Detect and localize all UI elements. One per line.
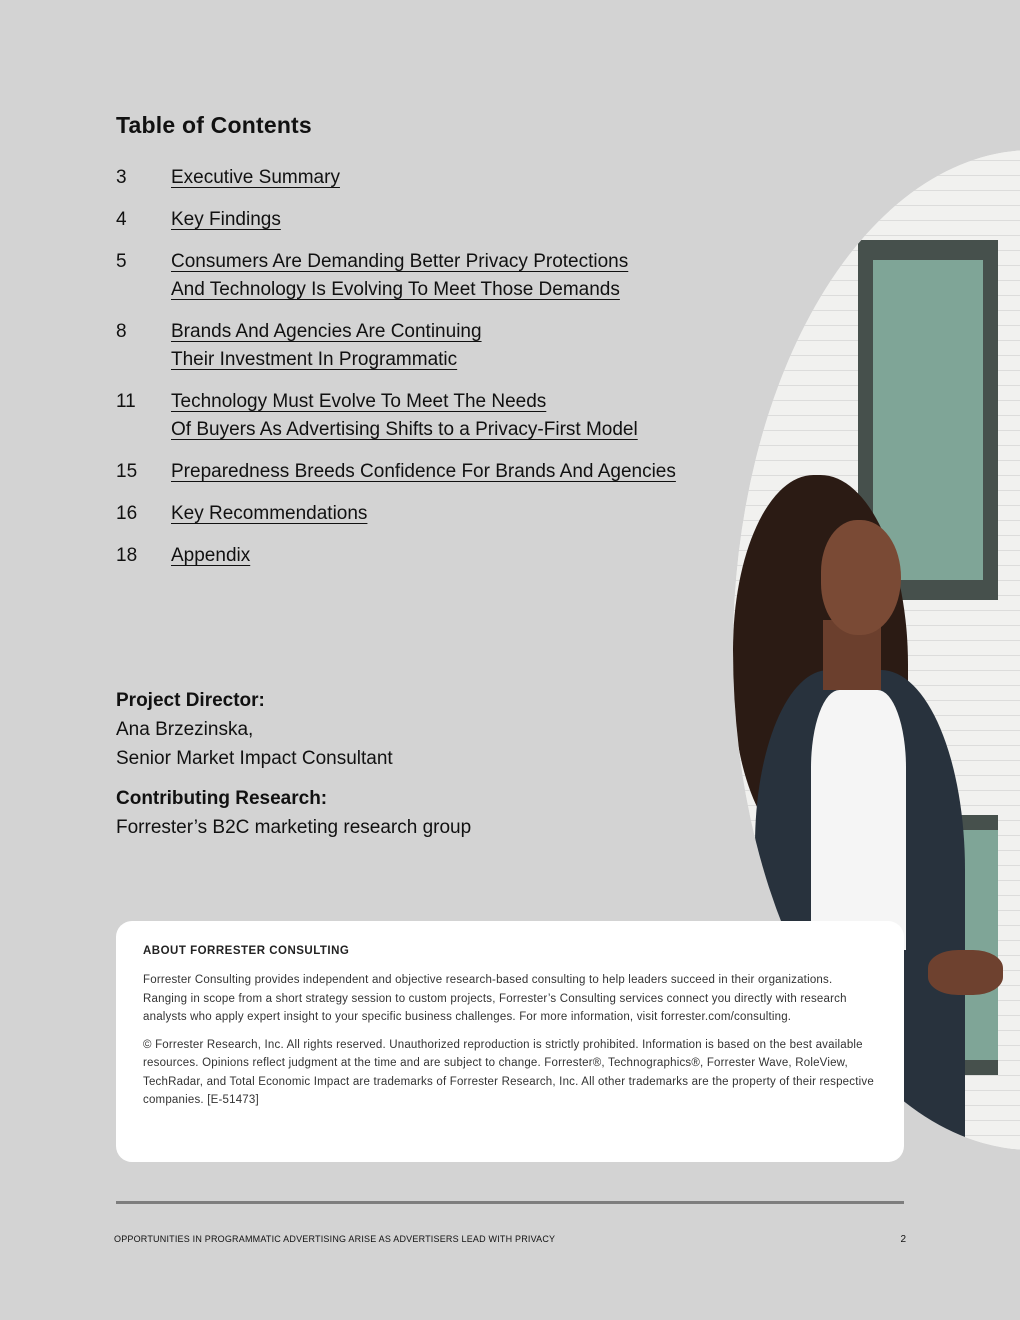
contributing-research-label: Contributing Research: [116,788,328,809]
table-of-contents [116,164,736,584]
contributing-research [116,784,471,842]
toc-link-key-recommendations[interactable]: Key Recommendations [171,503,368,524]
toc-entry [116,500,736,528]
toc-page-number: 11 [116,391,136,412]
page-number: 2 [900,1234,906,1245]
toc-link-consumers-privacy-line2[interactable]: And Technology Is Evolving To Meet Those Demands [171,279,620,300]
about-paragraph: Forrester Consulting provides independent and objective research-based consulting to help leaders succeed in their organizations. Ranging in scope from a short strategy session to custom projects, Forrester’s Consulting services connect you directly with research analysts who apply expert insight to your specific business challenges. For more information, visit forrester.com/consulting. [143,974,847,1023]
toc-entry [116,206,736,234]
toc-link-key-findings[interactable]: Key Findings [171,209,281,230]
project-director-label: Project Director: [116,690,265,711]
project-director [116,686,393,773]
toc-link-brands-agencies-line2[interactable]: Their Investment In Programmatic [171,349,458,370]
toc-entry [116,164,736,192]
toc-link-brands-agencies[interactable]: Brands And Agencies Are Continuing [171,321,482,342]
about-heading: ABOUT FORRESTER CONSULTING [143,945,350,957]
toc-page-number: 16 [116,503,138,524]
contributing-research-text: Forrester’s B2C marketing research group [116,817,472,838]
footer-divider [116,1201,904,1204]
toc-page-number: 4 [116,209,127,230]
toc-link-technology-evolve-line2[interactable]: Of Buyers As Advertising Shifts to a Privacy-First Model [171,419,638,440]
toc-page-number: 5 [116,251,127,272]
copyright-paragraph: © Forrester Research, Inc. All rights reserved. Unauthorized reproduction is strictly prohibited. Information is based on the best available resources. Opinions reflect judgment at the time and are subject to change. Forrester®, Technographics®, Forrester Wave, RoleView, TechRadar, and Total Economic Impact are trademarks of Forrester Research, Inc. All other trademarks are the property of their respective companies. [E-51473] [143,1038,874,1106]
project-director-title: Senior Market Impact Consultant [116,748,393,769]
toc-page-number: 15 [116,461,138,482]
toc-page-number: 8 [116,321,127,342]
toc-title: Table of Contents [116,112,312,138]
project-director-name: Ana Brzezinska, [116,719,254,740]
toc-link-executive-summary[interactable]: Executive Summary [171,167,340,188]
toc-entry [116,318,736,374]
toc-link-consumers-privacy[interactable]: Consumers Are Demanding Better Privacy Protections [171,251,629,272]
toc-link-preparedness[interactable]: Preparedness Breeds Confidence For Brands And Agencies [171,461,676,482]
toc-link-appendix[interactable]: Appendix [171,545,251,566]
toc-link-technology-evolve[interactable]: Technology Must Evolve To Meet The Needs [171,391,547,412]
footer-title: OPPORTUNITIES IN PROGRAMMATIC ADVERTISING ARISE AS ADVERTISERS LEAD WITH PRIVACY [114,1234,556,1244]
toc-entry [116,388,736,444]
toc-entry [116,248,736,304]
toc-page-number: 3 [116,167,127,188]
toc-entry [116,542,736,570]
toc-page-number: 18 [116,545,138,566]
about-forrester-box [116,921,904,1162]
toc-entry [116,458,736,486]
